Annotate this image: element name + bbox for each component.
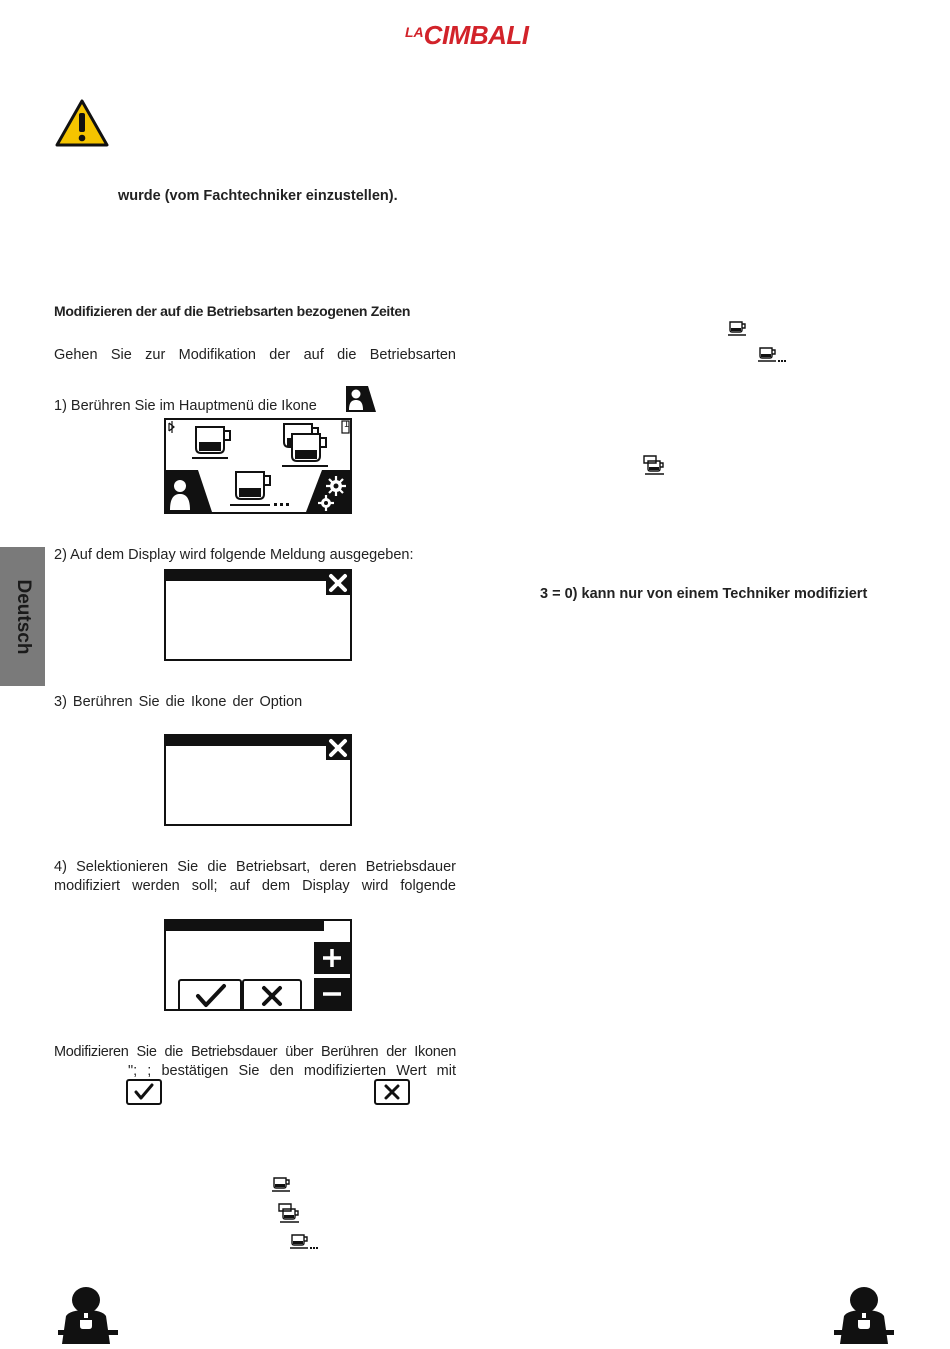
brand-logo: LACIMBALI (405, 20, 529, 50)
confirm-icon (126, 1079, 162, 1105)
step2-text: 2) Auf dem Display wird folgende Meldung ausgegeben: (54, 547, 414, 563)
time-edit-display (164, 919, 352, 1011)
display-title-bar (166, 736, 326, 746)
step4-line1: 4) Selektionieren Sie die Betriebsart, deren Betriebsdauer (54, 859, 456, 875)
step4-line2: modifiziert werden soll; auf dem Display wird folgende (54, 878, 456, 894)
display-corner-badge: 1 (343, 420, 349, 430)
display-title-bar (166, 571, 326, 581)
minus-button[interactable] (314, 978, 350, 1009)
confirm-button[interactable] (178, 979, 242, 1011)
warning-text: wurde (vom Fachtechniker einzustellen). (118, 188, 398, 204)
technician-note: 3 = 0) kann nur von einem Techniker modifiziert (540, 586, 868, 602)
user-menu-icon (346, 386, 376, 412)
intro-paragraph: Gehen Sie zur Modifikation der auf die Betriebsarten (54, 347, 456, 363)
barista-icon (832, 1286, 896, 1344)
cup-continuous-icon (757, 346, 787, 364)
plus-button[interactable] (314, 942, 350, 974)
cup-continuous-icon (289, 1233, 319, 1251)
modify-line1: Modifizieren Sie die Betriebsdauer über Berühren der Ikonen (54, 1044, 456, 1060)
step3-text: 3) Berühren Sie die Ikone der Option (54, 694, 303, 710)
single-cup-icon (271, 1176, 293, 1194)
single-cup-icon (727, 320, 749, 338)
section-heading: Modifizieren der auf die Betriebsarten bezogenen Zeiten (54, 303, 411, 319)
display-title-bar (166, 921, 324, 931)
message-display (164, 569, 352, 661)
double-cup-icon (642, 455, 666, 477)
option-display (164, 734, 352, 826)
double-cup-icon (277, 1203, 301, 1225)
language-tab: Deutsch (0, 547, 45, 686)
cancel-button[interactable] (242, 979, 302, 1011)
step1-text: 1) Berühren Sie im Hauptmenü die Ikone (54, 398, 317, 414)
modify-line2: "; ; bestätigen Sie den modifizierten Wert mit (128, 1063, 456, 1079)
warning-icon (54, 98, 110, 148)
cancel-icon (374, 1079, 410, 1105)
close-icon[interactable] (326, 736, 350, 760)
close-icon[interactable] (326, 571, 350, 595)
barista-icon (56, 1286, 120, 1344)
main-menu-display (164, 418, 352, 514)
